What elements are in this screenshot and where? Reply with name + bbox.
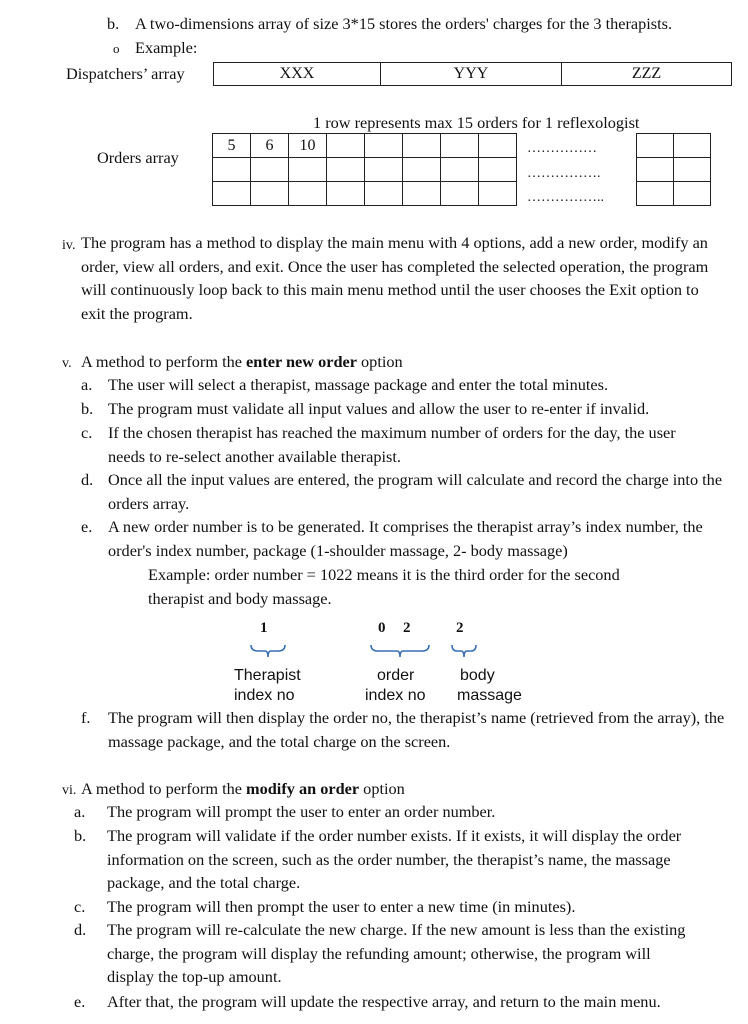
digit-therapist: 1	[260, 620, 268, 636]
item-b-text: A two-dimensions array of size 3*15 stores the orders' charges for the 3 therapists.	[135, 14, 673, 33]
bullet-icon: o	[113, 41, 120, 56]
order-cell	[479, 134, 517, 158]
package-brace-icon	[449, 642, 479, 660]
section-iv-number: iv.	[62, 238, 76, 253]
dispatchers-array-table	[213, 62, 732, 86]
order-brace-icon	[368, 642, 432, 660]
order-cell	[441, 134, 479, 158]
dispatcher-cell: ZZZ	[562, 63, 732, 86]
digit-order-1: 0	[378, 620, 386, 636]
digit-package: 2	[456, 620, 464, 636]
section-vi-intro: A method to perform the modify an order option	[81, 779, 405, 798]
therapist-label-2: index no	[234, 687, 295, 704]
ellipsis-row-3: ……………..	[527, 190, 604, 205]
orders-array-table	[212, 133, 517, 206]
section-v-number: v.	[62, 356, 72, 371]
dispatcher-cell: YYY	[381, 63, 562, 86]
orders-array-table-end	[636, 133, 711, 206]
ellipsis-row-1: ……………	[527, 141, 597, 156]
order-cell: 5	[213, 134, 251, 158]
orders-array-label: Orders array	[97, 148, 179, 167]
digit-order-2: 2	[403, 620, 411, 636]
example-label: Example:	[135, 38, 198, 57]
body-label-2: massage	[457, 687, 522, 704]
orders-caption: 1 row represents max 15 orders for 1 reflexologist	[313, 113, 640, 132]
dispatchers-array-label: Dispatchers’ array	[66, 64, 185, 83]
order-cell: 6	[251, 134, 289, 158]
order-number-example-line-1: Example: order number = 1022 means it is the third order for the second	[148, 565, 620, 584]
order-cell	[403, 134, 441, 158]
order-cell: 10	[289, 134, 327, 158]
section-vi-number: vi.	[62, 783, 77, 798]
section-iv-text: The program has a method to display the main menu with 4 options, add a new order, modify an order, view all orders, and exit. Once the user has completed the selected operation, the program will continuously loop back to this main menu method until the user chooses the Exit option to exit the program.	[81, 233, 709, 323]
order-cell	[327, 134, 365, 158]
order-number-example-line-2: therapist and body massage.	[148, 589, 332, 608]
dispatcher-cell: XXX	[214, 63, 381, 86]
section-v-intro: A method to perform the enter new order option	[81, 352, 403, 371]
order-cell	[365, 134, 403, 158]
therapist-brace-icon	[248, 642, 288, 660]
item-b-label: b.	[107, 14, 120, 33]
therapist-label-1: Therapist	[234, 667, 301, 684]
order-label-1: order	[377, 667, 415, 684]
order-label-2: index no	[365, 687, 426, 704]
ellipsis-row-2: …………….	[527, 166, 601, 181]
body-label-1: body	[460, 667, 495, 684]
